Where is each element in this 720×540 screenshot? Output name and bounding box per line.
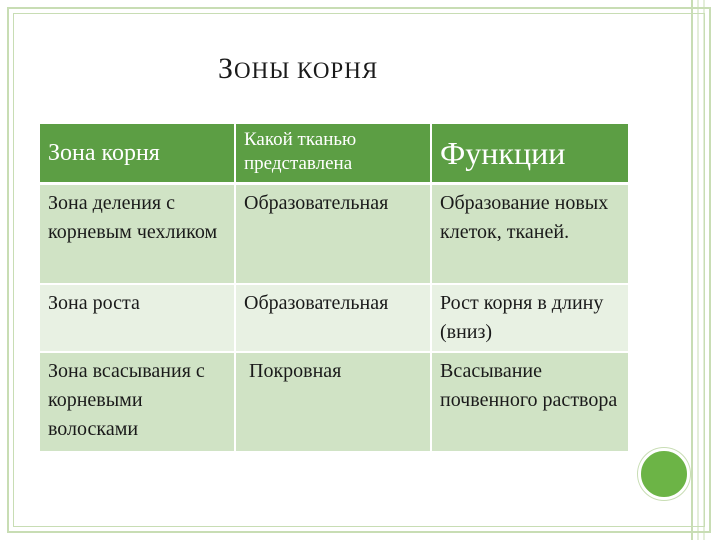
decorative-green-circle [638, 448, 690, 500]
header-zone: Зона корня [40, 124, 235, 184]
cell-function: Образование новых клеток, тканей. [431, 184, 628, 285]
table-row [40, 284, 628, 352]
slide-title-rest: ОНЫ КОРНЯ [234, 58, 379, 83]
cell-function: Рост корня в длину (вниз) [431, 284, 628, 352]
cell-function: Всасывание почвенного раствора [431, 352, 628, 452]
header-functions: Функции [431, 124, 628, 184]
slide-title [218, 52, 378, 86]
cell-tissue: Образовательная [235, 184, 431, 285]
table-header-row [40, 124, 628, 184]
table-row [40, 352, 628, 452]
root-zones-table [40, 124, 628, 453]
table-row [40, 184, 628, 285]
cell-zone: Зона деления с корневым чехликом [40, 184, 235, 285]
cell-tissue: Покровная [235, 352, 431, 452]
cell-zone: Зона роста [40, 284, 235, 352]
cell-tissue: Образовательная [235, 284, 431, 352]
header-tissue: Какой тканью представлена [235, 124, 431, 184]
cell-zone: Зона всасывания с корневыми волосками [40, 352, 235, 452]
slide-title-initial: З [218, 52, 235, 85]
